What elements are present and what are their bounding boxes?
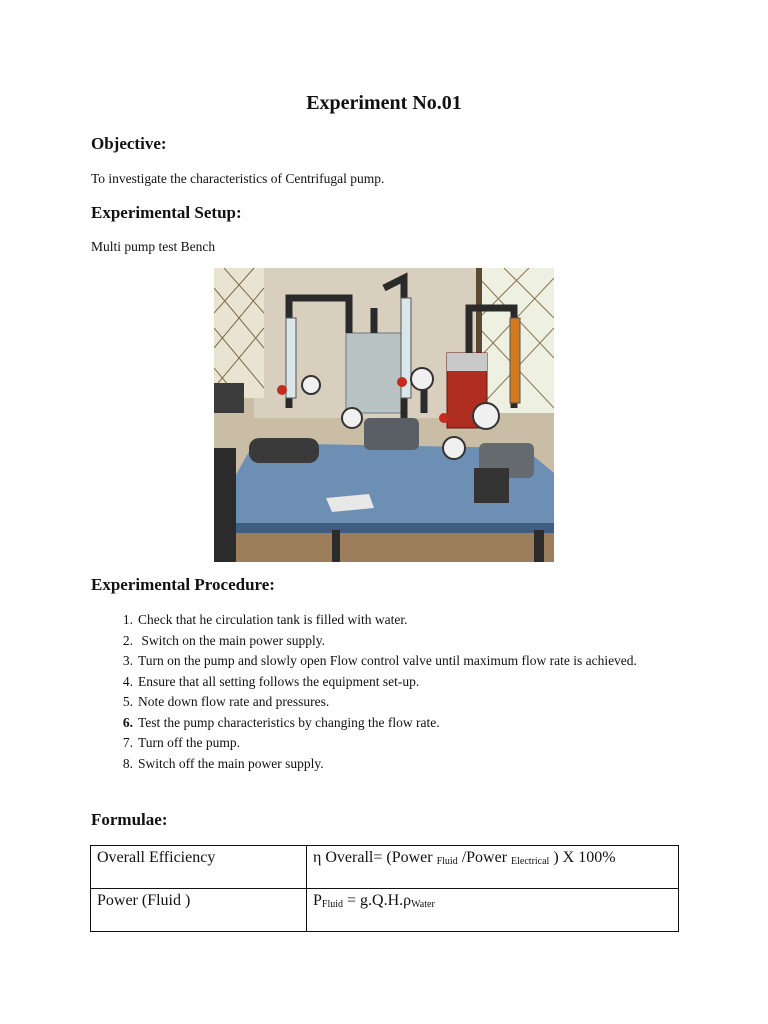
formula-label: Overall Efficiency: [91, 846, 307, 889]
procedure-heading: Experimental Procedure:: [91, 575, 275, 594]
page-title: Experiment No.01: [306, 92, 462, 114]
list-item: 8. Switch off the main power supply.: [122, 755, 324, 771]
setup-heading: Experimental Setup:: [91, 203, 242, 222]
table-row: [91, 889, 679, 932]
list-item: 1. Check that he circulation tank is filled with water.: [122, 612, 408, 627]
objective-heading: Objective:: [91, 134, 167, 153]
list-item: 5. Note down flow rate and pressures.: [122, 694, 330, 709]
objective-text: To investigate the characteristics of Centrifugal pump.: [91, 171, 385, 186]
test-bench-photo: [214, 268, 554, 562]
list-item: 7. Turn off the pump.: [122, 735, 241, 750]
list-item: 3. Turn on the pump and slowly open Flow control valve until maximum flow rate is achieved.: [122, 653, 637, 668]
list-item: 2. Switch on the main power supply.: [122, 632, 325, 648]
table-row: [91, 846, 679, 889]
list-item: 6. Test the pump characteristics by changing the flow rate.: [122, 714, 440, 730]
formula-expression: η Overall= (Power $_{Fluid}$ /Power $_{Electrical}$ ) X 100%: [307, 846, 679, 889]
formula-label: Power (Fluid ): [91, 889, 307, 932]
procedure-list: [91, 610, 678, 774]
formulae-heading: Formulae:: [91, 810, 168, 829]
list-item: 4. Ensure that all setting follows the equipment set-up.: [122, 673, 420, 689]
formulae-table: [90, 845, 679, 932]
formula-expression: $P_{Fluid} = g.Q.H.\rho_{Water}$: [307, 889, 679, 932]
setup-text: Multi pump test Bench: [91, 239, 216, 254]
